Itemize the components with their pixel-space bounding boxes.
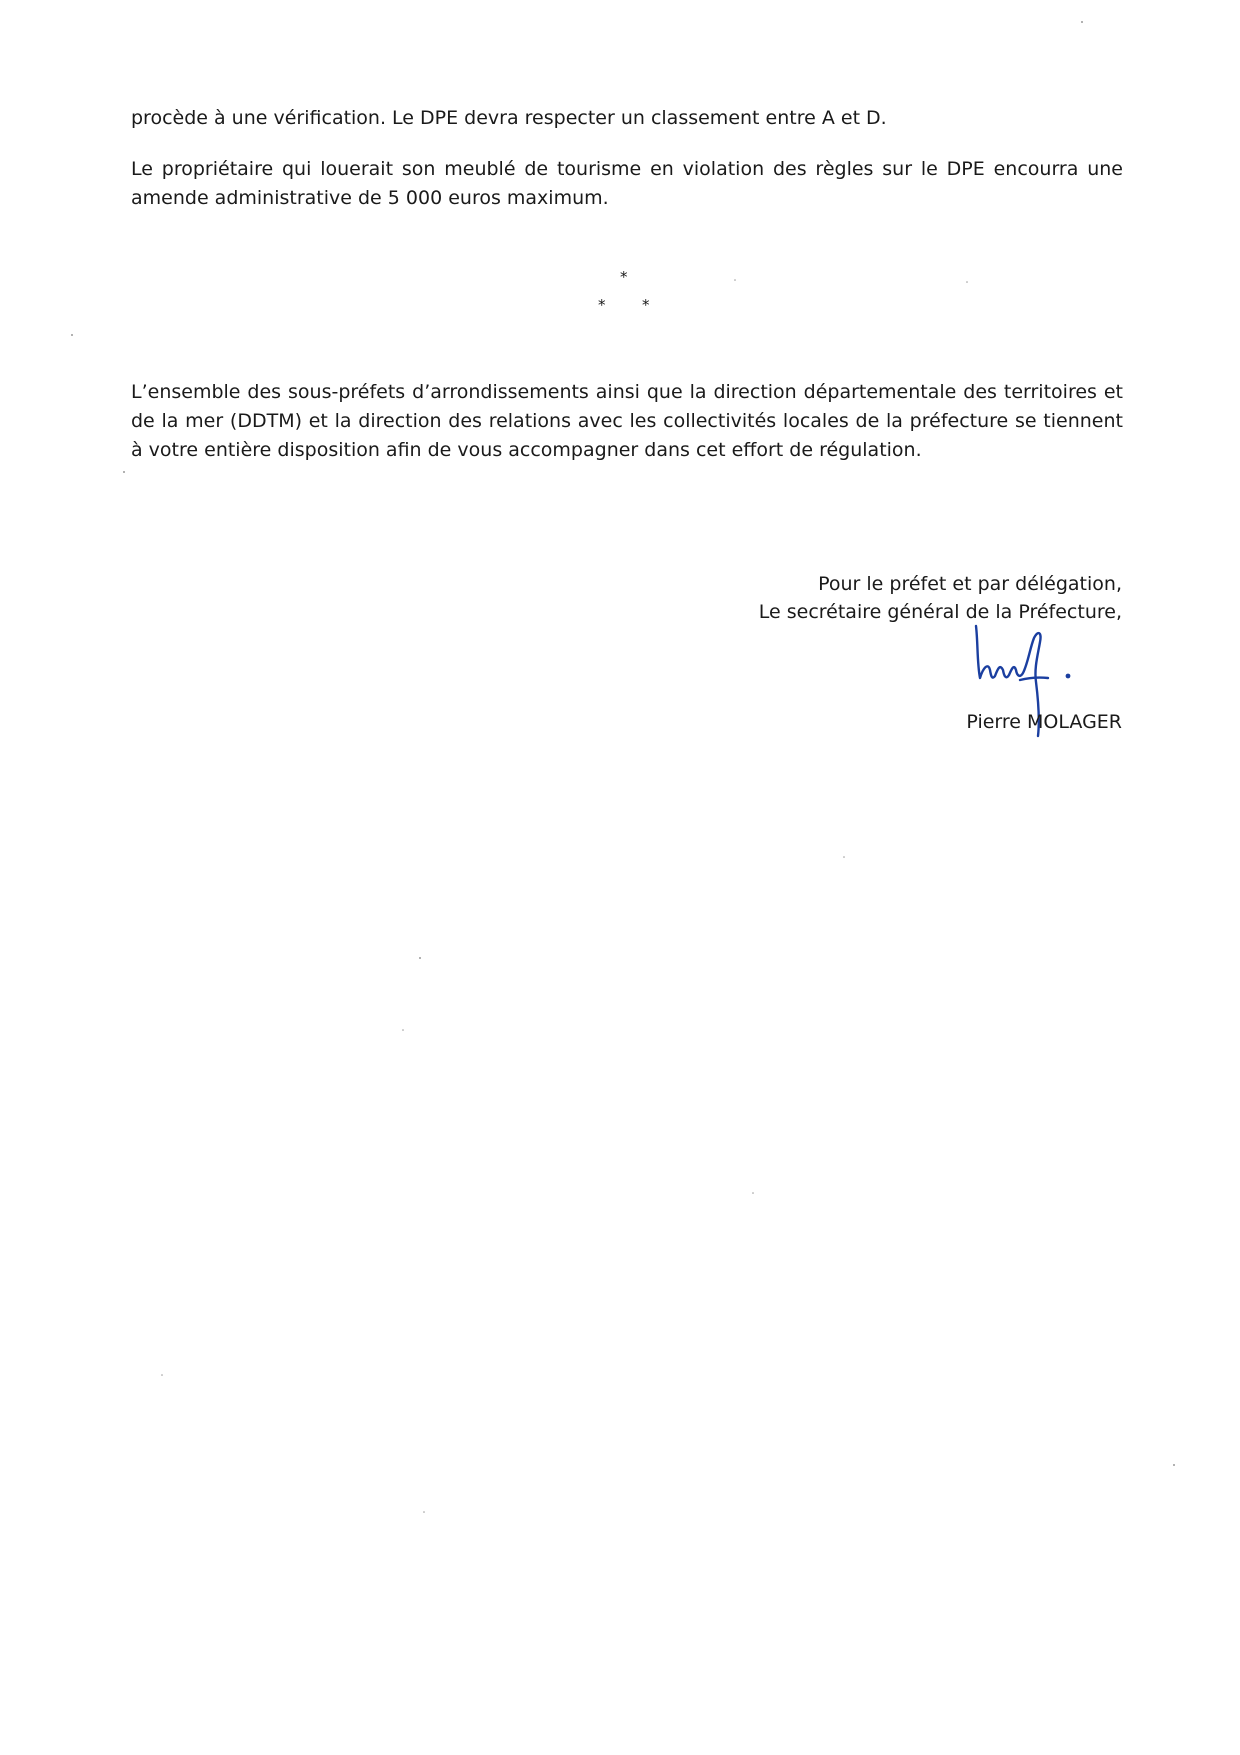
signer-name: Pierre MOLAGER	[966, 711, 1122, 733]
signer-title: Le secrétaire général de la Préfecture,	[758, 601, 1122, 623]
delegation-line: Pour le préfet et par délégation,	[818, 573, 1122, 595]
paragraph-verification: procède à une vérification. Le DPE devra respecter un classement entre A et D.	[131, 107, 887, 129]
paragraph-penalty: Le propriétaire qui louerait son meublé de tourisme en violation des règles sur le DPE encourra une amende administrative de 5 000 euros maximum.	[131, 158, 1123, 209]
paragraph-support: L’ensemble des sous-préfets d’arrondissements ainsi que la direction départementale des territoires et de la mer (DDTM) et la direction des relations avec les collectivités locales de la préfecture se tiennent à votre entière disposition afin de vous accompagner dans cet effort de régulation.	[131, 381, 1123, 461]
separator-star: *	[620, 268, 628, 286]
separator-star: *	[598, 296, 606, 314]
separator-star: *	[642, 296, 650, 314]
asterism-separator	[580, 268, 670, 318]
handwritten-signature	[968, 618, 1108, 758]
